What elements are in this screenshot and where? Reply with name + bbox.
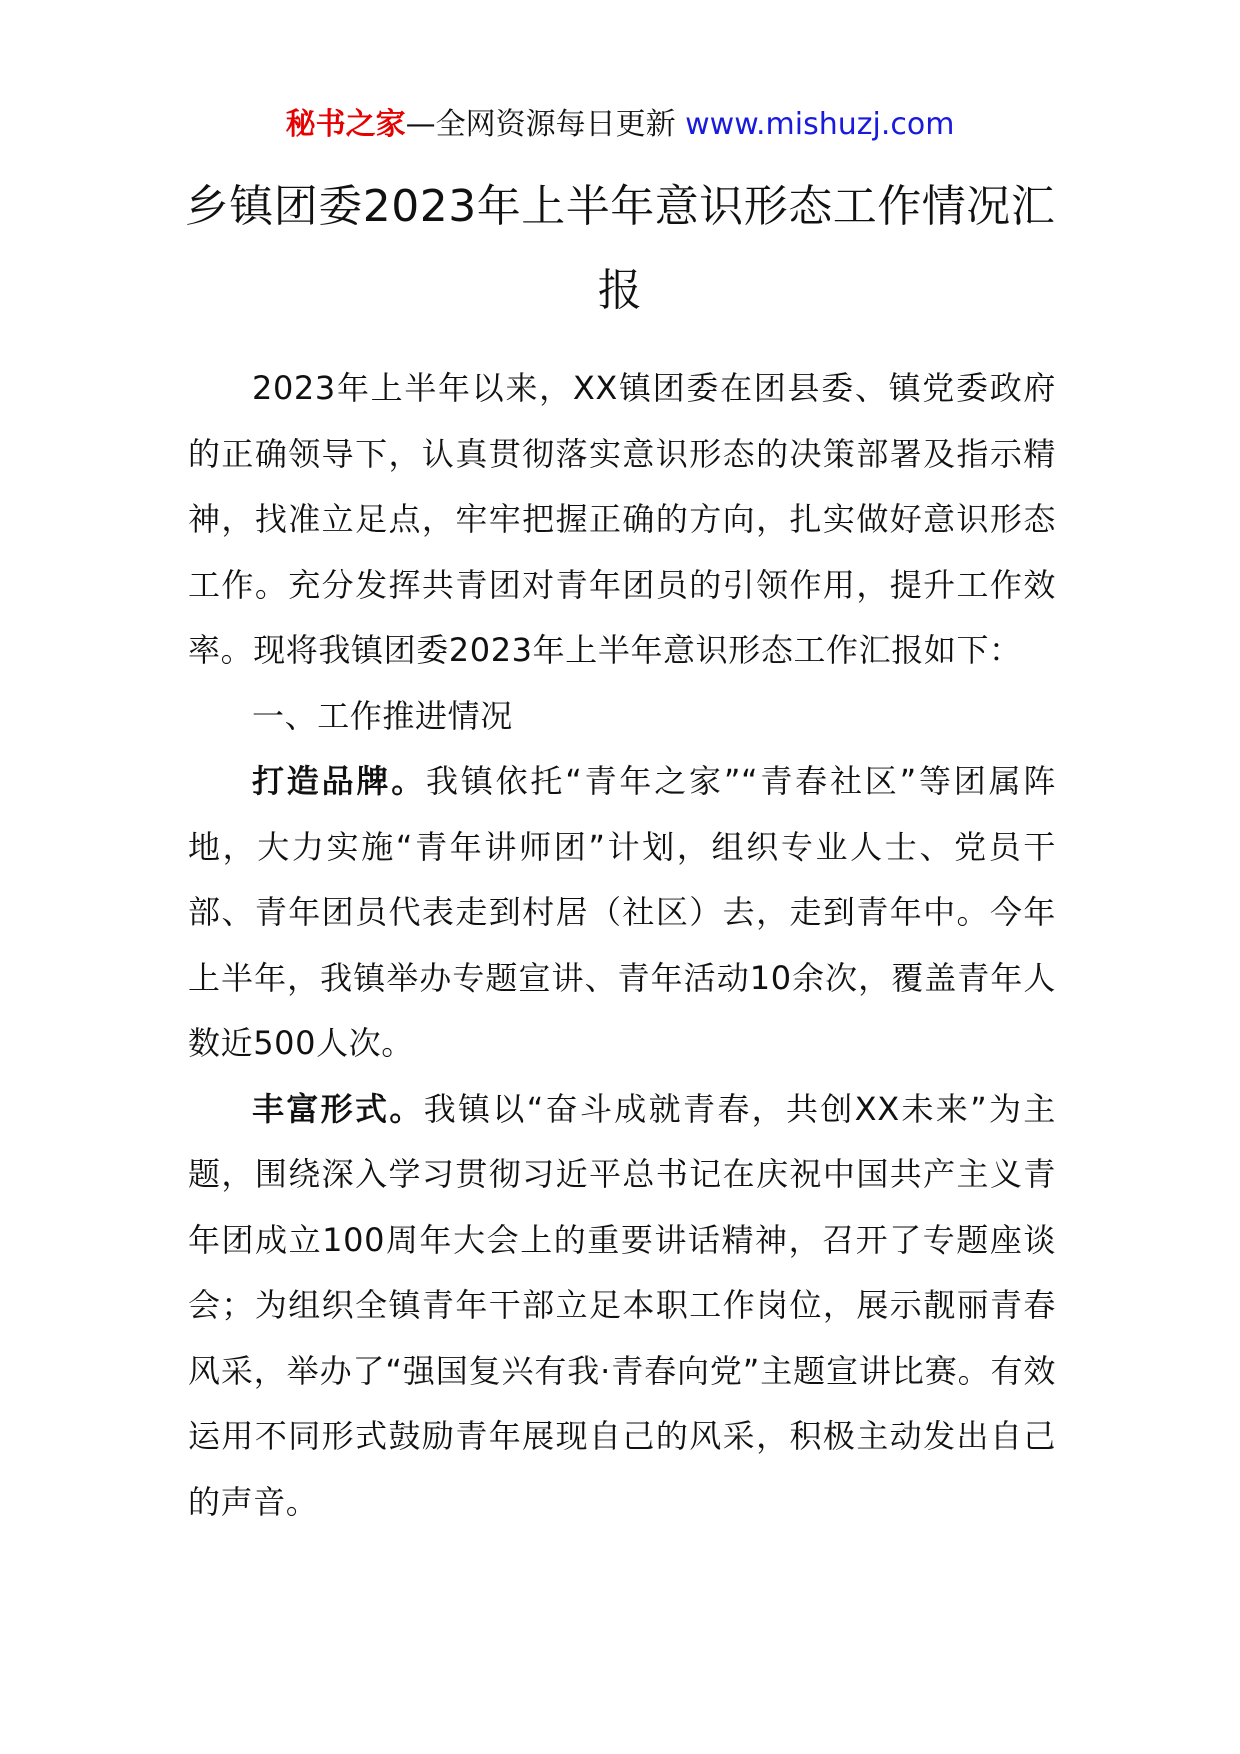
site-header bbox=[0, 103, 1240, 147]
paragraph-text: 我镇依托“青年之家”“青春社区”等团属阵地，大力实施“青年讲师团”计划，组织专业人士、党员干部、青年团员代表走到村居（社区）去，走到青年中。今年上半年，我镇举办专题宣讲、青年活动10余次，覆盖青年人数近500人次。 bbox=[188, 762, 1056, 1062]
document-title: 乡镇团委2023年上半年意识形态工作情况汇报 bbox=[184, 181, 1056, 316]
forms-lead: 丰富形式。 bbox=[252, 1089, 424, 1128]
section-heading bbox=[188, 684, 1056, 750]
branding-paragraph bbox=[188, 749, 1056, 1077]
section-heading-text: 一、工作推进情况 bbox=[252, 696, 513, 735]
forms-paragraph bbox=[188, 1077, 1056, 1536]
site-url-link[interactable]: www.mishuzj.com bbox=[685, 107, 955, 142]
paragraph-text: 2023年上半年以来，XX镇团委在团县委、镇党委政府的正确领导下，认真贯彻落实意识形态的决策部署及指示精神，找准立足点，牢牢把握正确的方向，扎实做好意识形态工作。充分发挥共青团对青年团员的引领作用，提升工作效率。现将我镇团委2023年上半年意识形态工作汇报如下： bbox=[188, 369, 1056, 669]
intro-paragraph bbox=[188, 356, 1056, 684]
site-name: 秘书之家 bbox=[285, 107, 406, 142]
paragraph-text: 我镇以“奋斗成就青春，共创XX未来”为主题，围绕深入学习贯彻习近平总书记在庆祝中国共产主义青年团成立100周年大会上的重要讲话精神，召开了专题座谈会；为组织全镇青年干部立足本职工作岗位，展示靓丽青春风采，举办了“强国复兴有我·青春向党”主题宣讲比赛。有效运用不同形式鼓励青年展现自己的风采，积极主动发出自己的声音。 bbox=[188, 1089, 1056, 1521]
branding-lead: 打造品牌。 bbox=[252, 762, 427, 800]
site-slogan: —全网资源每日更新 bbox=[405, 107, 676, 142]
document-body bbox=[188, 356, 1056, 1535]
